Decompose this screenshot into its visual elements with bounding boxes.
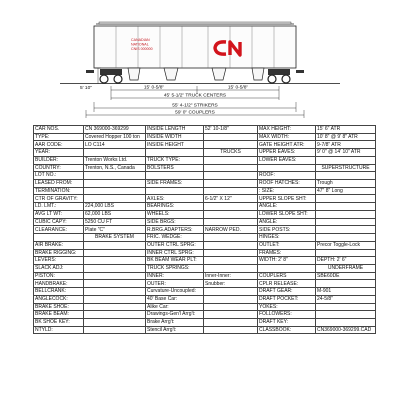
spec-row xyxy=(34,180,376,188)
spec-row xyxy=(34,172,376,180)
spec-row xyxy=(34,210,376,218)
spec-cell: LOWER EAVES: xyxy=(258,156,316,164)
spec-cell xyxy=(316,172,376,180)
spec-cell: FOLLOWERS: xyxy=(258,311,316,319)
spec-cell: 9-7/8" ATR xyxy=(316,141,376,149)
spec-cell xyxy=(204,172,258,180)
couplers-label: 59' 0" COUPLERS xyxy=(175,110,215,116)
spec-cell: SIDE FRAMES: xyxy=(146,180,204,188)
spec-cell xyxy=(316,156,376,164)
spec-cell: 5250 CU FT xyxy=(84,218,146,226)
spec-cell: CLASSBOOK: xyxy=(258,326,316,334)
spec-cell xyxy=(316,280,376,288)
spec-cell: NARROW PED. xyxy=(204,226,258,234)
spec-row xyxy=(34,272,376,280)
spec-cell xyxy=(204,295,258,303)
spec-cell xyxy=(84,311,146,319)
spec-cell: BOLSTERS xyxy=(146,164,204,172)
overhang-right-label: 15' 0-5/8" xyxy=(227,85,249,91)
right-coupler xyxy=(296,70,304,73)
spec-cell xyxy=(146,172,204,180)
spec-cell xyxy=(84,249,146,257)
spec-cell: 9' 0" @ 14' 10" ATR xyxy=(316,149,376,157)
spec-cell: CTR OF GRAVITY: xyxy=(34,195,84,203)
spec-cell xyxy=(204,156,258,164)
spec-cell: INSIDE LENGTH xyxy=(146,126,204,134)
spec-cell: 24-5/8" xyxy=(316,295,376,303)
spec-cell xyxy=(204,257,258,265)
spec-cell: CN369000-369299.CAD xyxy=(316,326,376,334)
spec-cell xyxy=(204,318,258,326)
spec-cell xyxy=(204,141,258,149)
spec-cell xyxy=(84,241,146,249)
spec-cell: CAR NOS. xyxy=(34,126,84,134)
spec-cell: Covered Hopper 100 ton xyxy=(84,133,146,141)
spec-cell: AIR BRAKE: xyxy=(34,241,84,249)
spec-cell: UNDERFRAME xyxy=(316,264,376,272)
spec-cell: YEAR: xyxy=(34,149,84,157)
spec-cell xyxy=(204,303,258,311)
spec-cell xyxy=(146,149,204,157)
spec-cell: DRAFT POCKET: xyxy=(258,295,316,303)
spec-table-body xyxy=(34,126,376,334)
spec-row xyxy=(34,318,376,326)
spec-cell: TRUCKS xyxy=(204,149,258,157)
hopper-bays xyxy=(128,68,264,80)
spec-row xyxy=(34,126,376,134)
spec-cell: SIDE POSTS: xyxy=(258,226,316,234)
spec-cell xyxy=(84,172,146,180)
spec-cell: M-901 xyxy=(316,288,376,296)
spec-cell xyxy=(258,264,316,272)
spec-cell xyxy=(316,234,376,242)
spec-cell xyxy=(204,180,258,188)
spec-cell: MAX WIDTH: xyxy=(258,133,316,141)
spec-cell: TRUCK TYPE: xyxy=(146,156,204,164)
spec-cell xyxy=(258,164,316,172)
spec-cell xyxy=(204,326,258,334)
spec-cell: 15' 6" ATR xyxy=(316,126,376,134)
car-lettering-line-1: CANADIAN xyxy=(131,38,150,42)
spec-cell xyxy=(84,318,146,326)
spec-cell: 52' 10-1/8" xyxy=(204,126,258,134)
spec-cell xyxy=(84,195,146,203)
spec-cell xyxy=(316,249,376,257)
spec-cell: SUPERSTRUCTURE xyxy=(316,164,376,172)
spec-cell: OUTER: xyxy=(146,280,204,288)
spec-cell: 40' Base Car: xyxy=(146,295,204,303)
truck-centers-label: 45' 5-1/2" TRUCK CENTERS xyxy=(163,93,227,99)
spec-row xyxy=(34,187,376,195)
right-truck xyxy=(268,69,290,83)
spec-cell: DRAFT KEY: xyxy=(258,318,316,326)
spec-cell: 47" 8" Long xyxy=(316,187,376,195)
spec-cell: GATE HEIGHT ATR: xyxy=(258,141,316,149)
spec-row xyxy=(34,249,376,257)
spec-cell: CPLR RELEASE: xyxy=(258,280,316,288)
spec-cell xyxy=(316,195,376,203)
spec-cell: TYPE: xyxy=(34,133,84,141)
spec-row xyxy=(34,264,376,272)
spec-cell: BRAKE SHOE: xyxy=(34,303,84,311)
spec-cell: ROOF: xyxy=(258,172,316,180)
spec-cell: LOWER SLOPE SHT: xyxy=(258,210,316,218)
spec-row xyxy=(34,311,376,319)
spec-row xyxy=(34,226,376,234)
spec-cell: BUILDER: xyxy=(34,156,84,164)
spec-cell: SIDE BRGS: xyxy=(146,218,204,226)
spec-cell: ANGLECOCK: xyxy=(34,295,84,303)
spec-cell: Trenton, N.S., Canada xyxy=(84,164,146,172)
spec-cell: Drawings-Gen'l Arrg't: xyxy=(146,311,204,319)
spec-cell xyxy=(316,226,376,234)
spec-cell: DRAFT GEAR: xyxy=(258,288,316,296)
spec-cell: 224,000 LBS xyxy=(84,203,146,211)
overhang-left-label: 15' 0-5/8" xyxy=(143,85,165,91)
spec-cell xyxy=(204,311,258,319)
spec-cell xyxy=(84,257,146,265)
car-specification-table xyxy=(33,125,376,334)
spec-cell xyxy=(204,249,258,257)
spec-row xyxy=(34,303,376,311)
spec-cell xyxy=(84,149,146,157)
spec-cell: LEVERS: xyxy=(34,257,84,265)
spec-cell xyxy=(146,187,204,195)
spec-cell xyxy=(204,210,258,218)
spec-cell: HANDBRAKE: xyxy=(34,280,84,288)
spec-cell: Precor Toggle-Lock xyxy=(316,241,376,249)
roof-walk xyxy=(99,22,291,24)
spec-cell xyxy=(84,280,146,288)
spec-row xyxy=(34,241,376,249)
spec-cell xyxy=(84,295,146,303)
spec-cell: NTYLD: xyxy=(34,326,84,334)
spec-cell: Trough xyxy=(316,180,376,188)
spec-row xyxy=(34,203,376,211)
spec-cell xyxy=(204,288,258,296)
spec-cell: TERMINATION: xyxy=(34,187,84,195)
spec-cell: BK SHOE KEY: xyxy=(34,318,84,326)
spec-row xyxy=(34,133,376,141)
spec-cell xyxy=(84,264,146,272)
spec-cell: BELLCRANK: xyxy=(34,288,84,296)
spec-cell: Plate "C" xyxy=(84,226,146,234)
spec-cell: HINGES: xyxy=(258,234,316,242)
spec-cell: FRAMES: xyxy=(258,249,316,257)
spec-cell: BRAKE RIGGING: xyxy=(34,249,84,257)
left-height-label: 5' 10" xyxy=(80,86,92,91)
spec-cell: INNER CTRL SPRG: xyxy=(146,249,204,257)
spec-cell: Inner-Inner: xyxy=(204,272,258,280)
spec-cell: AAR CODE: xyxy=(34,141,84,149)
spec-row xyxy=(34,164,376,172)
spec-row xyxy=(34,326,376,334)
car-lettering-line-3: CNIS 000000 xyxy=(131,47,153,51)
spec-cell: COUNTRY: xyxy=(34,164,84,172)
spec-cell: 6-1/2" X 12" xyxy=(204,195,258,203)
spec-cell xyxy=(316,318,376,326)
spec-cell: CLEARANCE: xyxy=(34,226,84,234)
spec-cell xyxy=(84,326,146,334)
spec-cell xyxy=(84,272,146,280)
spec-cell: BK BEAM WEAR PLT: xyxy=(146,257,204,265)
spec-cell: INSIDE WIDTH xyxy=(146,133,204,141)
spec-cell: 62,000 LBS xyxy=(84,210,146,218)
spec-cell: BRAKE SYSTEM xyxy=(84,234,146,242)
spec-row xyxy=(34,280,376,288)
spec-cell: Trenton Works Ltd. xyxy=(84,156,146,164)
spec-cell: UPPER SLOPE SHT: xyxy=(258,195,316,203)
spec-cell: LO C114 xyxy=(84,141,146,149)
spec-cell xyxy=(204,218,258,226)
spec-cell: 10' 8" @ 9' 8" ATR xyxy=(316,133,376,141)
spec-cell xyxy=(204,264,258,272)
spec-cell: CN 369000-369299 xyxy=(84,126,146,134)
spec-cell: PISTON: xyxy=(34,272,84,280)
spec-cell xyxy=(204,164,258,172)
spec-cell: DEPTH: 2' 6" xyxy=(316,257,376,265)
spec-cell: BRAKE BEAM: xyxy=(34,311,84,319)
spec-row xyxy=(34,257,376,265)
spec-cell xyxy=(84,288,146,296)
spec-row xyxy=(34,156,376,164)
spec-cell: AXLES: xyxy=(146,195,204,203)
spec-cell: LEASED FROM: xyxy=(34,180,84,188)
spec-cell: LD. LMT.: xyxy=(34,203,84,211)
spec-cell: SBE60DE xyxy=(316,272,376,280)
spec-cell xyxy=(316,303,376,311)
spec-cell: LOT NO.: xyxy=(34,172,84,180)
spec-row xyxy=(34,234,376,242)
spec-cell xyxy=(204,187,258,195)
spec-cell xyxy=(316,311,376,319)
spec-cell: WIDTH: 2' 8" xyxy=(258,257,316,265)
spec-cell: CUBIC CAPY: xyxy=(34,218,84,226)
spec-cell xyxy=(84,180,146,188)
spec-cell xyxy=(316,218,376,226)
spec-cell xyxy=(204,234,258,242)
spec-row xyxy=(34,149,376,157)
spec-cell xyxy=(316,210,376,218)
spec-cell: : SIZE: xyxy=(258,187,316,195)
spec-cell: Brake Arrg't: xyxy=(146,318,204,326)
left-truck xyxy=(100,69,122,83)
spec-cell xyxy=(316,203,376,211)
spec-cell: UPPER EAVES: xyxy=(258,149,316,157)
spec-cell xyxy=(204,133,258,141)
spec-row xyxy=(34,288,376,296)
strikers-label: 55' 4-1/2" STRIKERS xyxy=(172,103,218,109)
spec-cell: AVG LT WT: xyxy=(34,210,84,218)
spec-row xyxy=(34,218,376,226)
spec-cell: BEARINGS: xyxy=(146,203,204,211)
spec-cell: INSIDE HEIGHT xyxy=(146,141,204,149)
spec-cell xyxy=(84,187,146,195)
spec-row xyxy=(34,195,376,203)
spec-cell: ROOF HATCHES: xyxy=(258,180,316,188)
spec-cell: YOKES: xyxy=(258,303,316,311)
spec-cell: WHEELS: xyxy=(146,210,204,218)
spec-cell xyxy=(34,234,84,242)
spec-cell: Curvature-Uncoupled: xyxy=(146,288,204,296)
spec-cell: Snubber: xyxy=(204,280,258,288)
spec-cell xyxy=(204,241,258,249)
left-coupler xyxy=(86,70,94,73)
spec-cell: TRUCK SPRINGS: xyxy=(146,264,204,272)
spec-cell: FRIC. WEDGE: xyxy=(146,234,204,242)
spec-cell xyxy=(84,303,146,311)
spec-row xyxy=(34,141,376,149)
spec-cell: Stencil Arrg't: xyxy=(146,326,204,334)
spec-cell: R.BRG.ADAPTERS: xyxy=(146,226,204,234)
spec-cell: INNER: xyxy=(146,272,204,280)
spec-cell: OUTLET: xyxy=(258,241,316,249)
spec-cell: Alike Car: xyxy=(146,303,204,311)
spec-cell: SLACK ADJ: xyxy=(34,264,84,272)
spec-cell: ANGLE: xyxy=(258,203,316,211)
spec-cell: OUTER CTRL SPRG: xyxy=(146,241,204,249)
hopper-car-elevation-drawing xyxy=(0,0,400,128)
spec-cell: MAX HEIGHT: xyxy=(258,126,316,134)
car-lettering-line-2: NATIONAL xyxy=(131,42,149,47)
spec-cell: COUPLERS xyxy=(258,272,316,280)
car-body xyxy=(94,26,296,68)
spec-cell xyxy=(204,203,258,211)
spec-cell: ANGLE: xyxy=(258,218,316,226)
spec-row xyxy=(34,295,376,303)
